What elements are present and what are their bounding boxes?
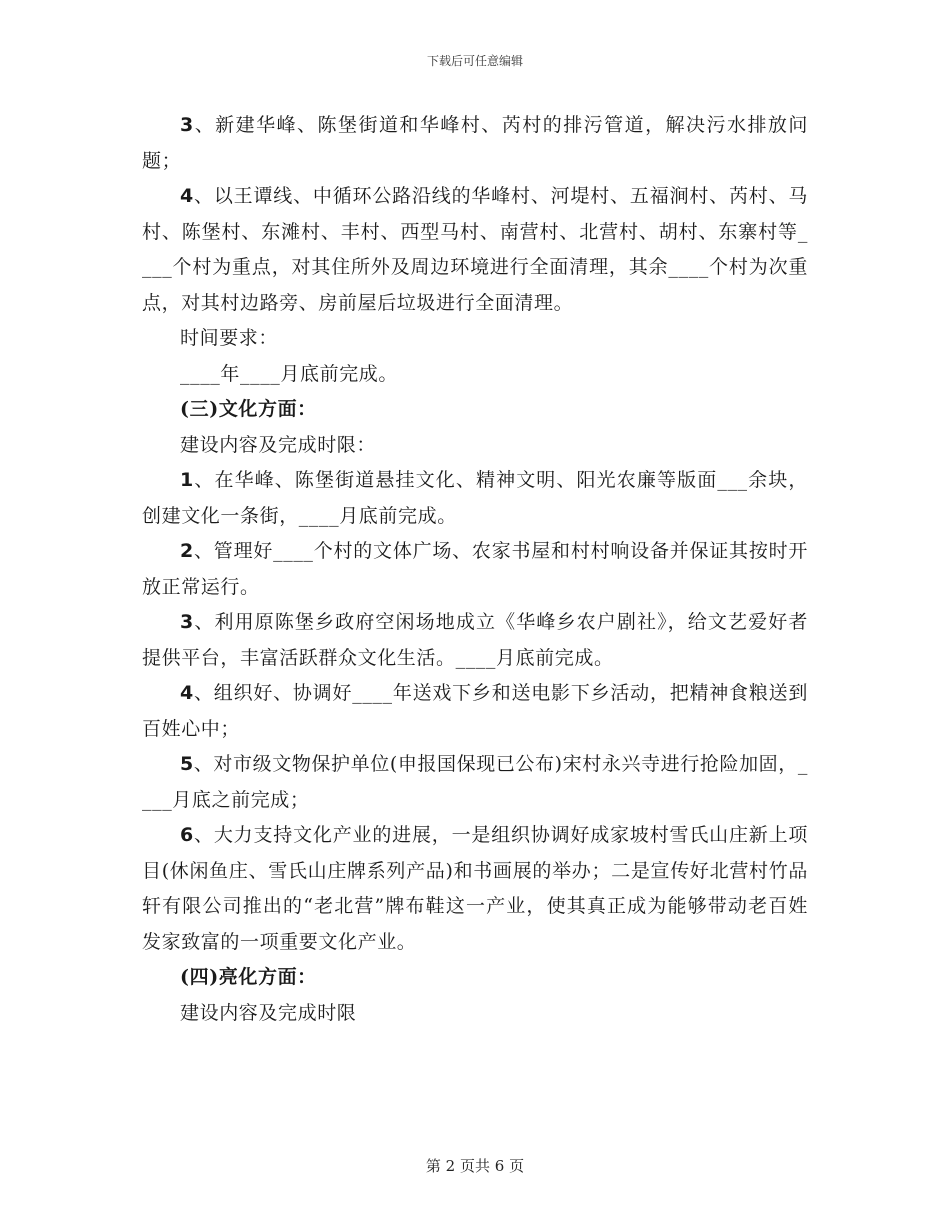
paragraph-text: 、以王谭线、中循环公路沿线的华峰村、河堤村、五福涧村、芮村、马村、陈堡村、东滩村、丰村、西型马村、南营村、北营村、胡村、东寨村等____个村为重点，对其住所外及周边环境进行全面清理，其余____个村为次重点，对其村边路旁、房前屋后垃圾进行全面清理。 (142, 185, 808, 314)
paragraph-deadline (142, 357, 808, 393)
paragraph-time-requirement (142, 321, 808, 357)
paragraph-text: 、新建华峰、陈堡街道和华峰村、芮村的排污管道，解决污水排放问题； (142, 114, 808, 172)
paragraph-text: 建设内容及完成时限 (180, 1001, 357, 1024)
page-header-note: 下载后可任意编辑 (426, 54, 523, 68)
item-number: 4 (180, 682, 194, 704)
paragraph-text: 建设内容及完成时限： (180, 433, 377, 456)
item-number: 3 (180, 114, 194, 136)
item-number: 5 (180, 753, 194, 775)
paragraph-item-5-temple (142, 747, 808, 818)
heading-text: (四)亮化方面： (180, 966, 317, 988)
paragraph-item-6-industry (142, 818, 808, 960)
document-body (142, 108, 808, 1031)
paragraph-text: 、利用原陈堡乡政府空闲场地成立《华峰乡农户剧社》，给文艺爱好者提供平台，丰富活跃群众文化生活。____月底前完成。 (142, 611, 808, 669)
paragraph-text: 、在华峰、陈堡街道悬挂文化、精神文明、阳光农廉等版面___余块，创建文化一条街，____月底前完成。 (142, 469, 808, 527)
section-heading-lighting (142, 960, 808, 996)
paragraph-text: 、大力支持文化产业的进展，一是组织协调好成家坡村雪氏山庄新上项目(休闲鱼庄、雪氏山庄牌系列产品)和书画展的举办；二是宣传好北营村竹品轩有限公司推出的“老北营”牌布鞋这一产业，使其真正成为能够带动老百姓发家致富的一项重要文化产业。 (142, 824, 808, 953)
item-number: 3 (180, 611, 194, 633)
page-number-footer: 第 2 页共 6 页 (425, 1157, 525, 1175)
paragraph-text: 时间要求： (180, 327, 279, 349)
paragraph-content-and-deadline-2 (142, 996, 808, 1032)
item-number: 6 (180, 824, 194, 846)
paragraph-item-4-cleanup (142, 179, 808, 321)
paragraph-text: ____年____月底前完成。 (180, 362, 399, 385)
paragraph-text: 、对市级文物保护单位(申报国保现已公布)宋村永兴寺进行抢险加固，____月底之前完成； (142, 753, 808, 811)
paragraph-text: 、管理好____个村的文体广场、农家书屋和村村响设备并保证其按时开放正常运行。 (142, 540, 808, 598)
paragraph-item-2-facilities (142, 534, 808, 605)
paragraph-item-4-performances (142, 676, 808, 747)
paragraph-item-3-sewage (142, 108, 808, 179)
heading-text: (三)文化方面： (180, 398, 317, 420)
paragraph-text: 、组织好、协调好____年送戏下乡和送电影下乡活动，把精神食粮送到百姓心中； (142, 682, 808, 740)
item-number: 1 (180, 469, 194, 491)
paragraph-item-1-culture-street (142, 463, 808, 534)
item-number: 2 (180, 540, 194, 562)
section-heading-culture (142, 392, 808, 428)
paragraph-content-and-deadline (142, 428, 808, 464)
paragraph-item-3-theatre (142, 605, 808, 676)
item-number: 4 (180, 185, 194, 207)
